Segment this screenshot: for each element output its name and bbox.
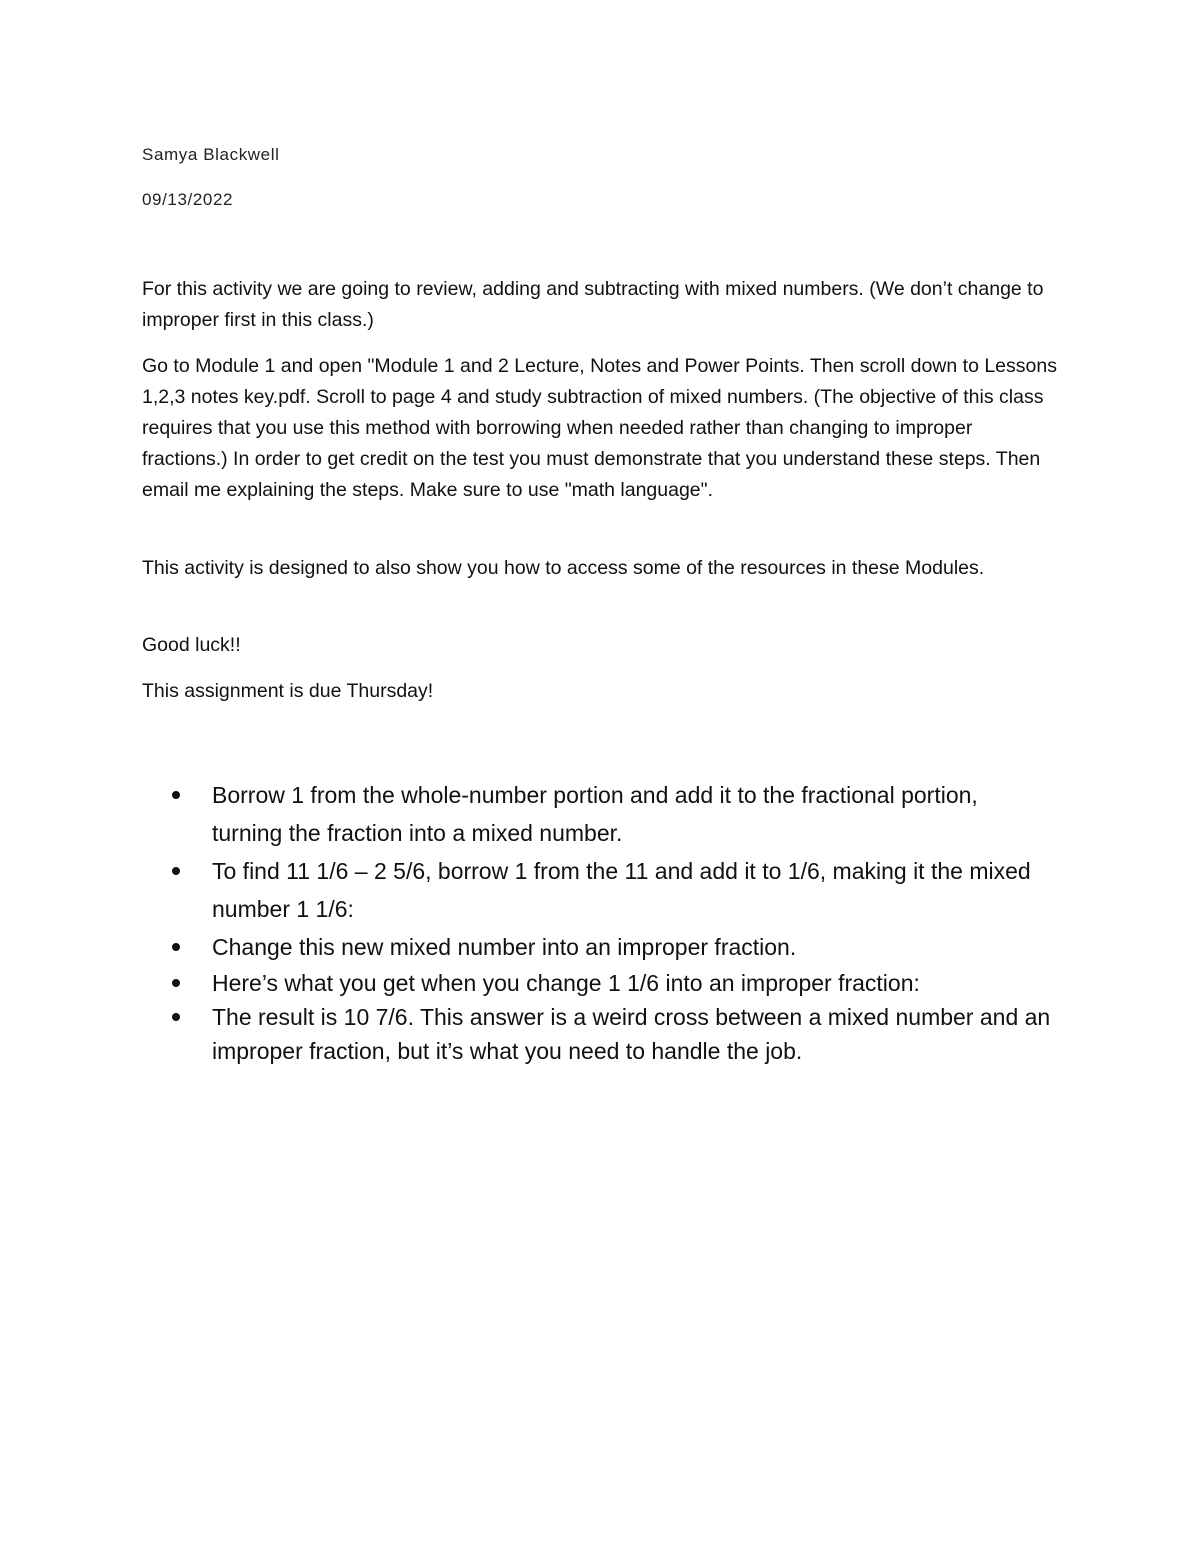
- step-text: To find 11 1/6 – 2 5/6, borrow 1 from the 11 and add it to 1/6, making it the mixed number 1 1/6:: [212, 858, 1031, 922]
- step-text: Here’s what you get when you change 1 1/6 into an improper fraction:: [212, 970, 920, 996]
- list-item: [172, 852, 1052, 928]
- step-text: Change this new mixed number into an improper fraction.: [212, 934, 797, 960]
- module-instructions-text: Go to Module 1 and open "Module 1 and 2 Lecture, Notes and Power Points. Then scroll down to Lessons 1,2,3 notes key.pdf. Scroll to page 4 and study subtraction of mixed numbers. (The objective of this class requires that you use this method with borrowing when needed rather than changing to improper fractions.) In order to get credit on the test you must demonstrate that you understand these steps. Then email me explaining the steps. Make sure to use "math language".: [142, 355, 1057, 501]
- list-item: [172, 928, 1052, 966]
- author-name: Samya Blackwell: [142, 145, 280, 164]
- intro-text: For this activity we are going to review, adding and subtracting with mixed numbers. (We don’t change to improper first in this class.): [142, 278, 1044, 331]
- intro-paragraph: [142, 274, 1062, 352]
- step-text: Borrow 1 from the whole-number portion and add it to the fractional portion, turning the fraction into a mixed number.: [212, 782, 978, 846]
- steps-list: [172, 776, 1052, 1068]
- list-item: [172, 776, 1052, 852]
- bullet-icon: [172, 979, 180, 987]
- good-luck-paragraph: [142, 630, 1062, 677]
- bullet-icon: [172, 943, 180, 951]
- document-date: 09/13/2022: [142, 190, 234, 209]
- due-date-text: This assignment is due Thursday!: [142, 680, 434, 702]
- step-text: The result is 10 7/6. This answer is a weird cross between a mixed number and an improper fraction, but it’s what you need to handle the job.: [212, 1004, 1051, 1064]
- bullet-icon: [172, 867, 180, 875]
- list-item: [172, 1000, 1052, 1068]
- design-note-text: This activity is designed to also show you how to access some of the resources in these Modules.: [142, 557, 985, 579]
- bullet-icon: [172, 791, 180, 799]
- design-note-paragraph: [142, 553, 1062, 600]
- list-item: [172, 966, 1052, 1000]
- due-date-paragraph: [142, 676, 1062, 723]
- bullet-icon: [172, 1013, 180, 1021]
- good-luck-text: Good luck!!: [142, 634, 241, 656]
- module-instructions-paragraph: [142, 351, 1062, 522]
